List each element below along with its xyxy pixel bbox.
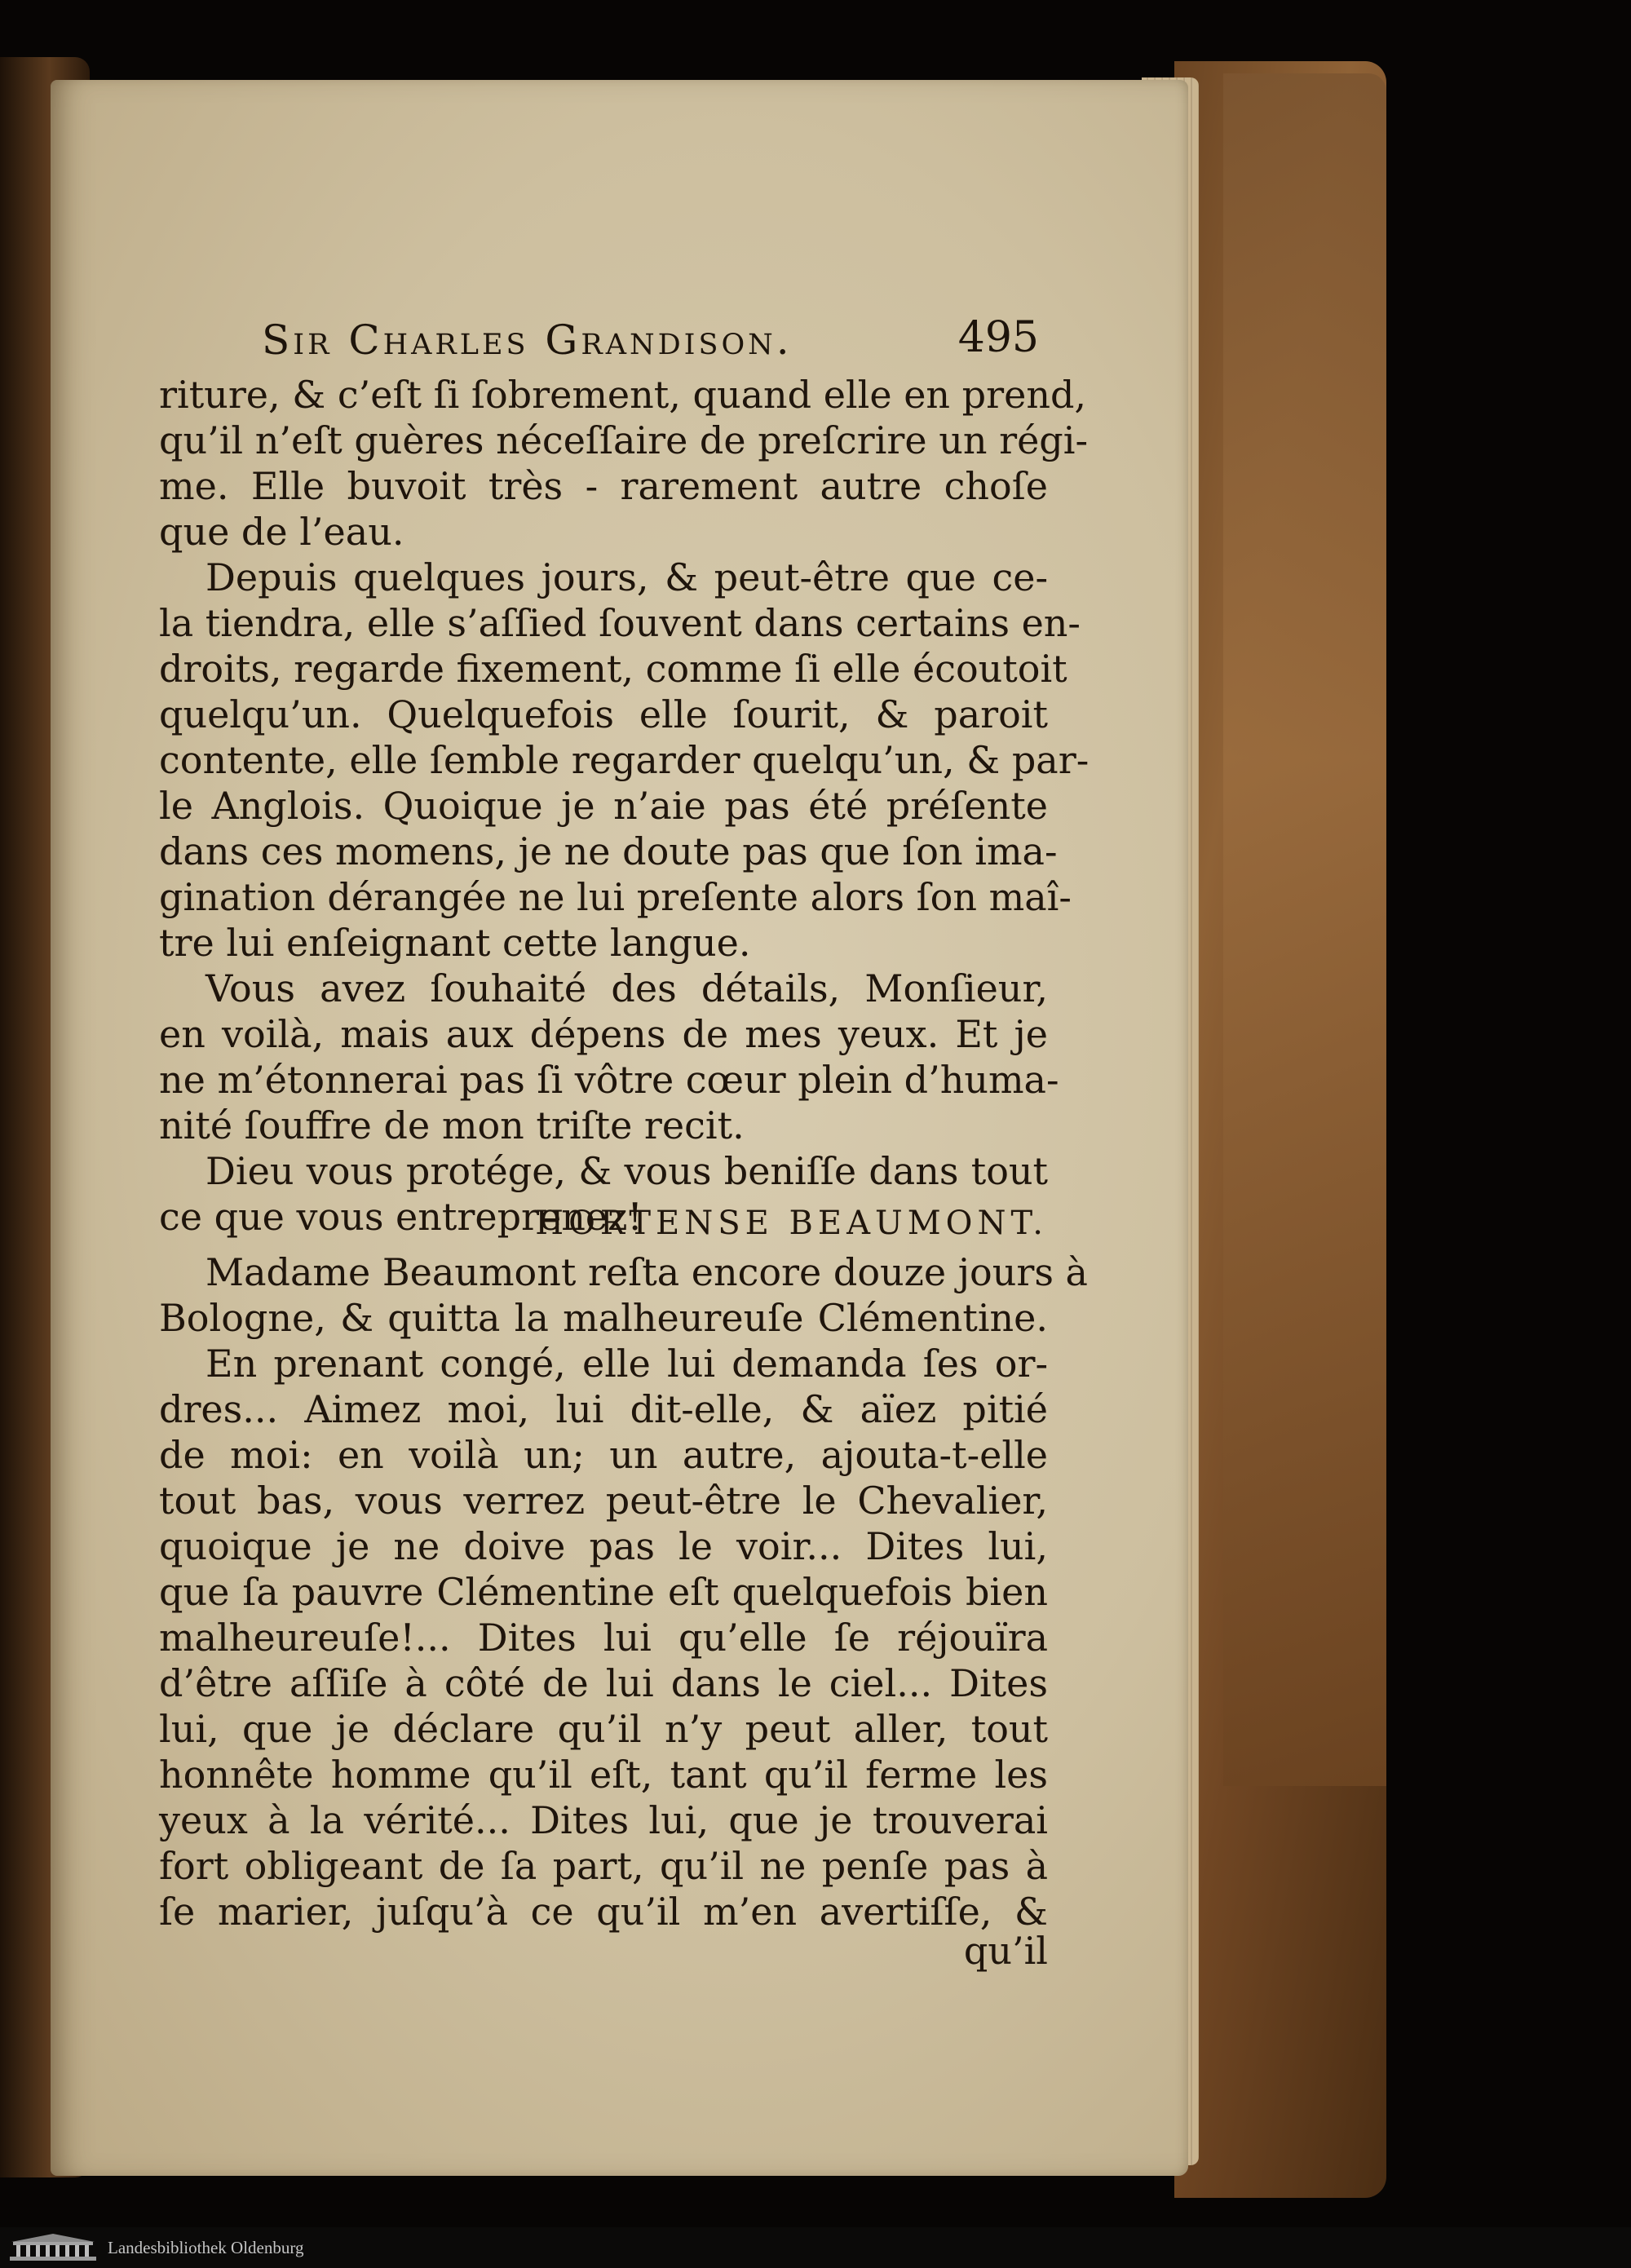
text-line: que de l’eau. xyxy=(159,510,404,554)
text-line: Dieu vous protége, & vous beniſſe dans tout xyxy=(206,1149,1048,1193)
text-line: malheureuſe!... Dites lui qu’elle ſe réjouïra xyxy=(159,1616,1048,1660)
footer-bar xyxy=(0,2227,1631,2268)
text-line: d’être aſſiſe à côté de lui dans le ciel... Dites xyxy=(159,1661,1048,1705)
book-page xyxy=(51,80,1188,2176)
text-line: quoique je ne doive pas le voir... Dites lui, xyxy=(159,1524,1048,1568)
text-line: Depuis quelques jours, & peut-être que ce- xyxy=(206,555,1048,599)
letter-signature: HORTENSE BEAUMONT. xyxy=(535,1205,1048,1242)
text-line: ne m’étonnerai pas ſi vôtre cœur plein d’huma- xyxy=(159,1058,1059,1102)
text-line: fort obligeant de ſa part, qu’il ne penſe pas à xyxy=(159,1844,1048,1888)
page-header xyxy=(262,313,1039,365)
text-line: Bologne, & quitta la malheureuſe Clémentine. xyxy=(159,1296,1048,1340)
text-line: Madame Beaumont reſta encore douze jours à xyxy=(206,1250,1088,1294)
text-line: que ſa pauvre Clémentine eſt quelquefois bien xyxy=(159,1570,1048,1614)
text-line: lui, que je déclare qu’il n’y peut aller, tout xyxy=(159,1707,1048,1751)
text-line: tre lui enſeignant cette langue. xyxy=(159,921,751,965)
running-title: Sir Charles Grandison. xyxy=(262,316,793,364)
text-line: riture, & c’eſt ſi ſobrement, quand elle en prend, xyxy=(159,373,1087,417)
text-line: gination dérangée ne lui preſente alors ſon maî- xyxy=(159,875,1072,919)
text-line: tout bas, vous verrez peut-être le Chevalier, xyxy=(159,1479,1048,1523)
text-line: contente, elle ſemble regarder quelqu’un, & par- xyxy=(159,738,1090,782)
text-line: le Anglois. Quoique je n’aie pas été préſente xyxy=(159,784,1048,828)
library-building-icon xyxy=(8,2232,98,2263)
text-line: ce que vous entreprenez! xyxy=(159,1195,643,1239)
page-number: 495 xyxy=(957,313,1039,362)
library-name: Landesbibliothek Oldenburg xyxy=(108,2238,304,2257)
text-line: de moi: en voilà un; un autre, ajouta-t-elle xyxy=(159,1433,1048,1477)
text-line: yeux à la vérité... Dites lui, que je trouverai xyxy=(159,1798,1048,1842)
text-line: la tiendra, elle s’aſſied ſouvent dans certains en- xyxy=(159,601,1081,645)
text-line: dres... Aimez moi, lui dit-elle, & aïez pitié xyxy=(159,1387,1048,1431)
cover-flap xyxy=(1223,73,1386,1786)
text-line: en voilà, mais aux dépens de mes yeux. Et je xyxy=(159,1012,1048,1056)
text-line: droits, regarde fixement, comme ſi elle écoutoit xyxy=(159,647,1067,691)
text-line: quelqu’un. Quelquefois elle ſourit, & paroit xyxy=(159,692,1048,736)
text-line: Vous avez ſouhaité des détails, Monſieur, xyxy=(206,966,1048,1010)
text-line: me. Elle buvoit très - rarement autre choſe xyxy=(159,464,1048,508)
text-line: qu’il n’eſt guères néceſſaire de preſcrire un régi- xyxy=(159,418,1088,462)
text-line: ſe marier, juſqu’à ce qu’il m’en avertiſſe, & xyxy=(159,1890,1048,1934)
text-line: nité ſouffre de mon triſte recit. xyxy=(159,1103,745,1147)
text-line: honnête homme qu’il eſt, tant qu’il ferme les xyxy=(159,1753,1048,1797)
catchword: qu’il xyxy=(963,1929,1048,1973)
text-line: dans ces momens, je ne doute pas que ſon ima- xyxy=(159,829,1058,873)
text-line: En prenant congé, elle lui demanda ſes or- xyxy=(206,1342,1048,1386)
